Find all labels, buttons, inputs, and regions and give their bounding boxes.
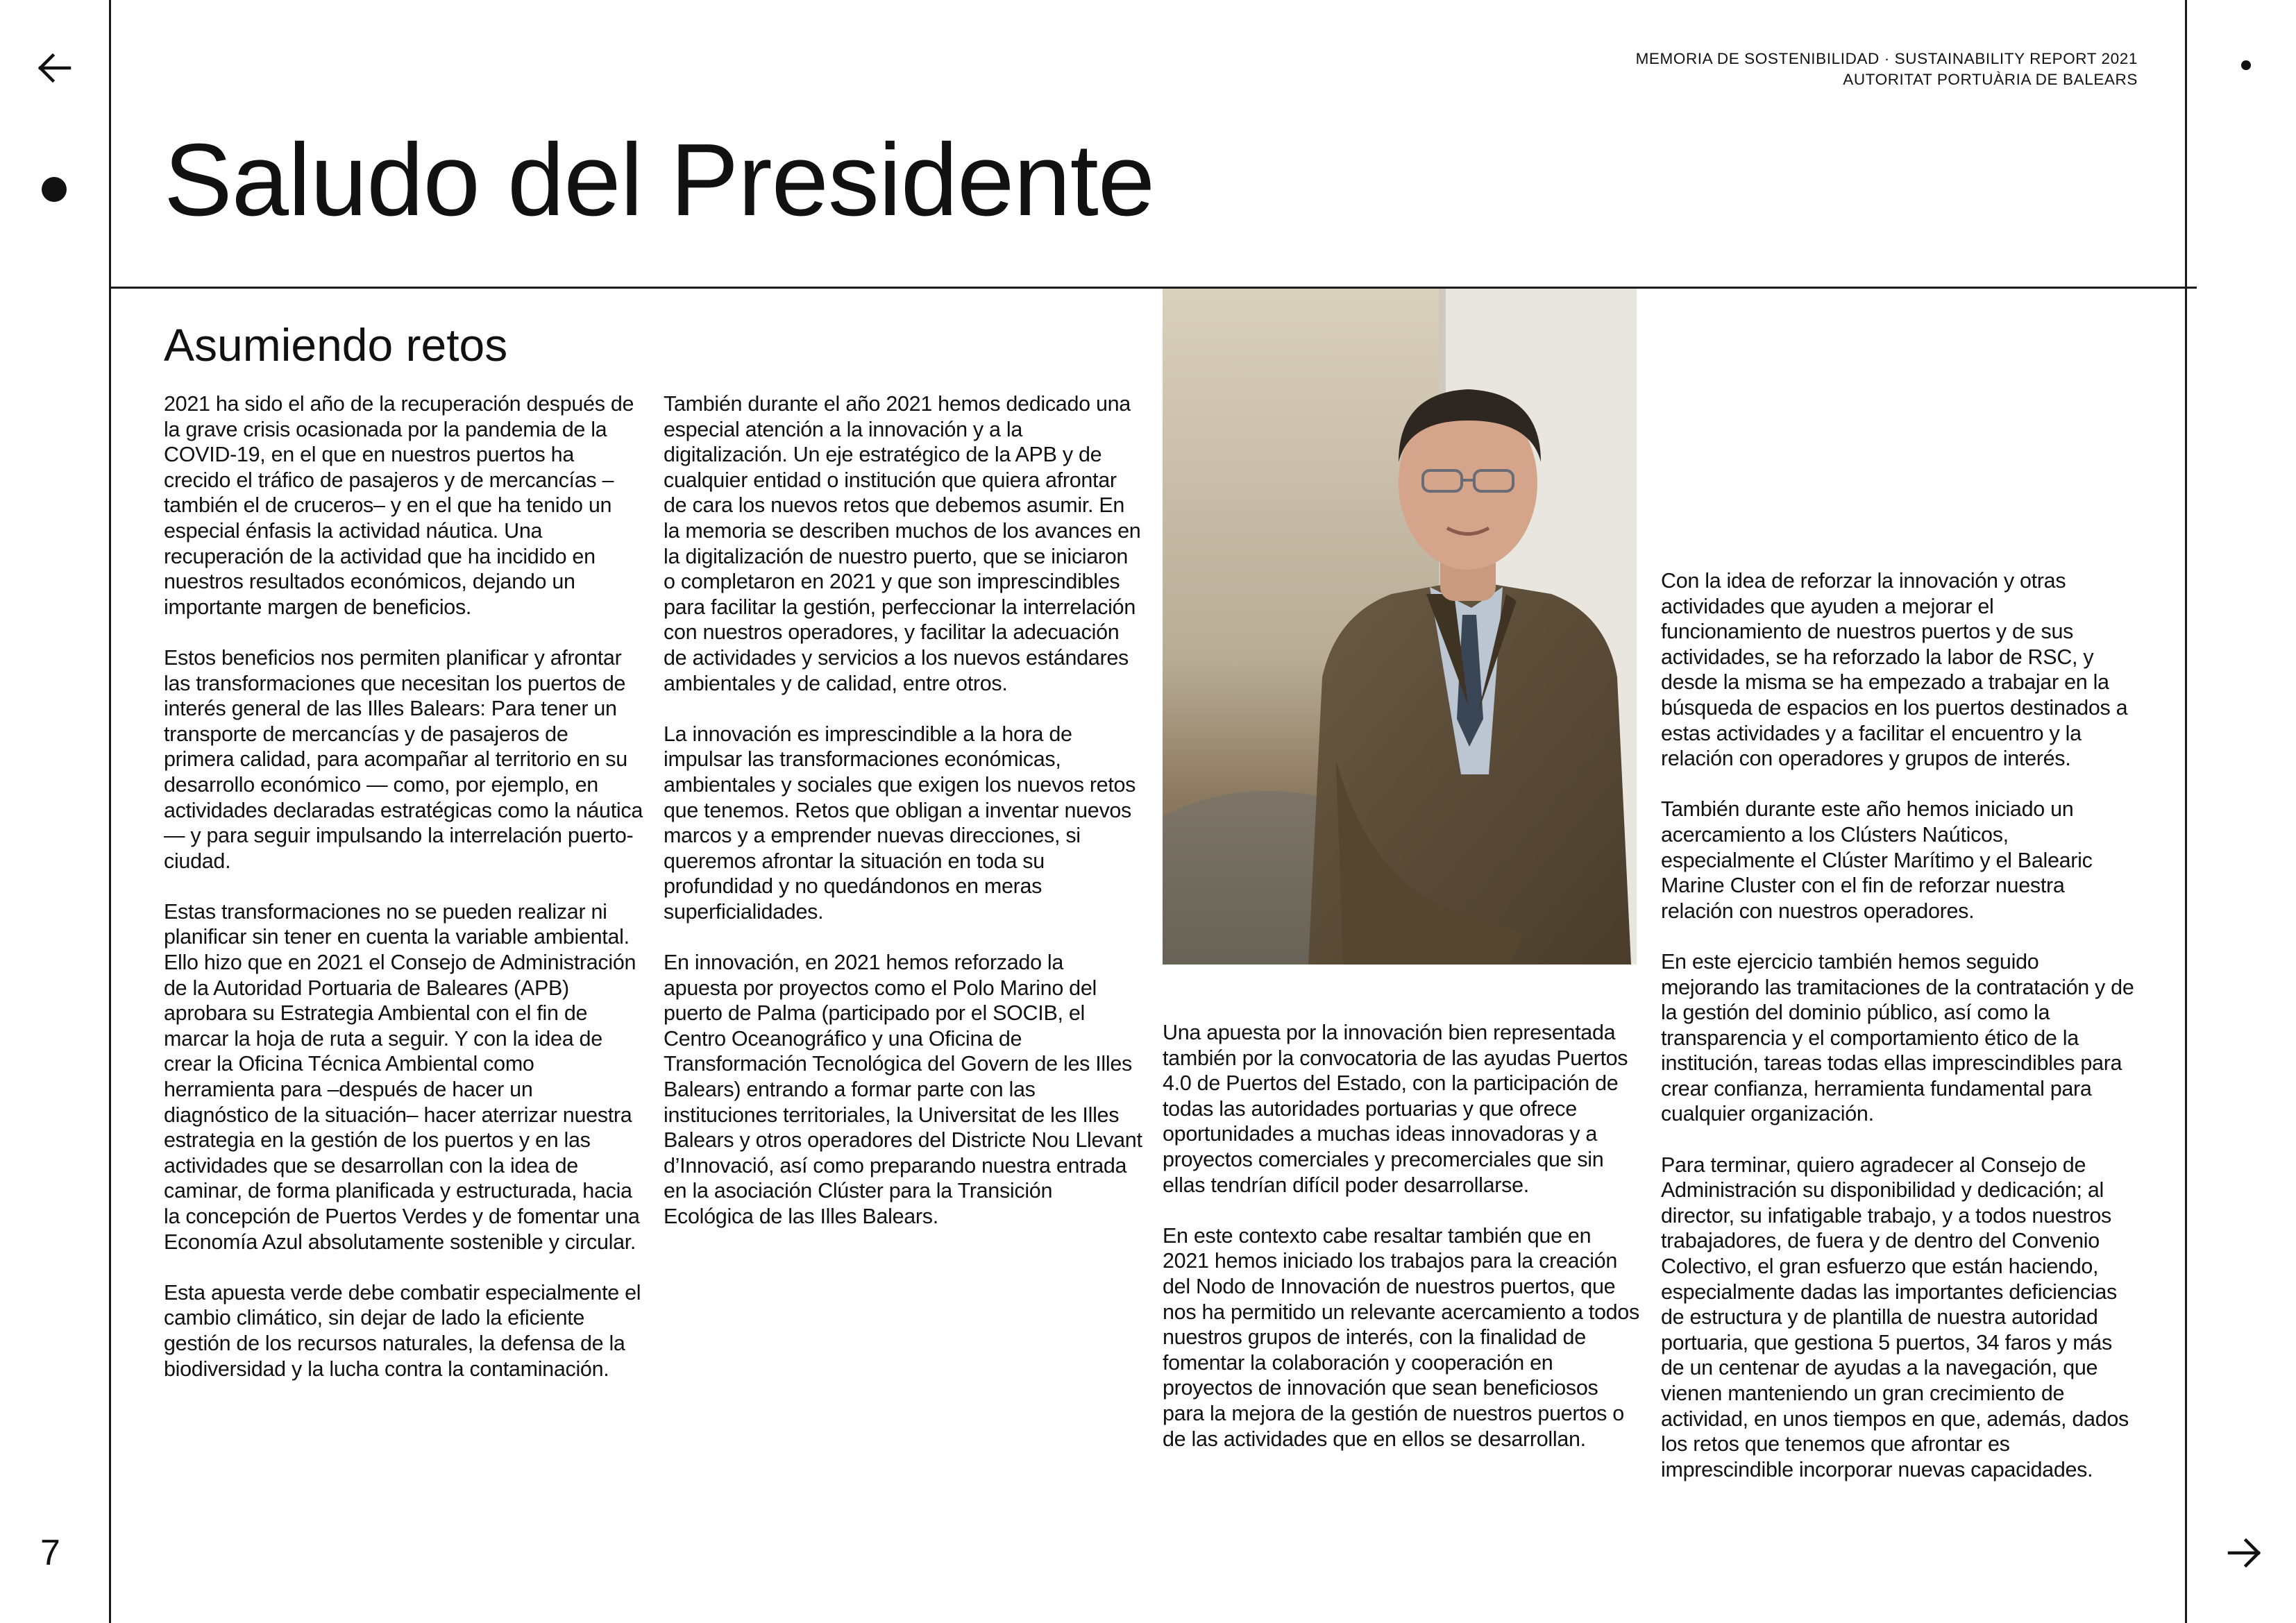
right-frame-line — [2185, 0, 2187, 1623]
small-dot — [2241, 60, 2251, 70]
paragraph: Estas transformaciones no se pueden realizar ni planificar sin tener en cuenta la variable ambiental. Ello hizo que en 2021 el Consejo de Administración de la Autoridad Portuaria de Baleares (APB) aprobara su Estrategia Ambiental con el fin de marcar la hoja de ruta a seguir. Y con la idea de crear la Oficina Técnica Ambiental como herramienta para –después de hacer un diagnóstico de la situación– hacer aterrizar nuestra estrategia en la gestión de los puertos y en las actividades que se desarrollan con la idea de caminar, de forma planificada y estructurada, hacia la concepción de Puertos Verdes y de fomentar una Economía Azul absolutamente sostenible y circular. — [164, 899, 640, 1254]
text-column-3 — [1163, 1020, 1641, 1477]
report-title-line: MEMORIA DE SOSTENIBILIDAD · SUSTAINABILITY REPORT 2021 — [1635, 50, 2138, 67]
paragraph: Para terminar, quiero agradecer al Consejo de Administración su disponibilidad y dedicación; al director, su infatigable trabajo, y a todos nuestros trabajadores, de fuera y de dentro del Convenio Colectivo, el gran esfuerzo que están haciendo, especialmente dadas las importantes deficiencias de estructura y de plantilla de nuestra autoridad portuaria, que gestiona 5 puertos, 34 faros y más de un centenar de ayudas a la navegación, que vienen manteniendo un gran crecimiento de actividad, en unos tiempos en que, además, dados los retos que tenemos que afrontar es imprescindible incorporar nuevas capacidades. — [1661, 1153, 2129, 1481]
page-number: 7 — [40, 1533, 60, 1573]
text-column-2 — [664, 391, 1142, 1255]
title-divider — [109, 287, 2197, 289]
paragraph: En este contexto cabe resaltar también que en 2021 hemos iniciado los trabajos para la creación del Nodo de Innovación de nuestros puertos, que nos ha permitido un relevante acercamiento a todos nuestros grupos de interés, con la finalidad de fomentar la colaboración y cooperación en proyectos de innovación que sean beneficiosos para la mejora de la gestión de nuestros puertos o de las actividades que en ellos se desarrollan. — [1163, 1223, 1639, 1451]
paragraph: Con la idea de reforzar la innovación y otras actividades que ayuden a mejorar el funcionamiento de nuestros puertos y de sus actividades, se ha reforzado la labor de RSC, y desde la misma se ha empezado a trabajar en la búsqueda de espacios en los puertos destinados a estas actividades y a facilitar el encuentro y la relación con operadores y grupos de interés. — [1661, 569, 2128, 771]
paragraph: 2021 ha sido el año de la recuperación después de la grave crisis ocasionada por la pandemia de la COVID-19, en el que en nuestros puertos ha crecido el tráfico de pasajeros y de mercancías –también el de cruceros– y en el que ha tenido un especial énfasis la actividad náutica. Una recuperación de la actividad que ha incidido en nuestros resultados económicos, dejando un importante margen de beneficios. — [164, 392, 634, 619]
president-photo — [1163, 289, 1637, 965]
section-title: Asumiendo retos — [164, 319, 508, 371]
organization-line: AUTORITAT PORTUÀRIA DE BALEARS — [1843, 71, 2138, 88]
paragraph: También durante este año hemos iniciado un acercamiento a los Clústers Naúticos, especialmente el Clúster Marítimo y el Balearic Marine Cluster con el fin de reforzar nuestra relación con nuestros operadores. — [1661, 797, 2093, 923]
paragraph: Una apuesta por la innovación bien representada también por la convocatoria de las ayudas Puertos 4.0 de Puertos del Estado, con la participación de todas las autoridades portuarias y que ofrece oportunidades a muchas ideas innovadoras y a proyectos comerciales y precomerciales que sin ellas tendrían difícil poder desarrollarse. — [1163, 1021, 1628, 1197]
left-frame-line — [109, 0, 111, 1623]
paragraph: En este ejercicio también hemos seguido mejorando las tramitaciones de la contratación y de la gestión del dominio público, así como la transparencia y el comportamiento ético de la institución, tareas todas ellas imprescindibles para crear confianza, herramienta fundamental para cualquier organización. — [1661, 949, 2134, 1126]
paragraph: Estos beneficios nos permiten planificar y afrontar las transformaciones que necesitan los puertos de interés general de las Illes Balears: Para tener un transporte de mercancías y de pasajeros de primera calidad, para acompañar al territorio en su desarrollo económico — como, por ejemplo, en actividades declaradas estratégicas como la náutica— y para seguir impulsando la interrelación puerto-ciudad. — [164, 645, 643, 873]
page-title: Saludo del Presidente — [164, 123, 1155, 237]
arrow-left-icon[interactable] — [36, 50, 72, 86]
paragraph: En innovación, en 2021 hemos reforzado la apuesta por proyectos como el Polo Marino del puerto de Palma (participado por el SOCIB, el Centro Oceanográfico y una Oficina de Transformación Tecnológica del Govern de les Illes Balears) entrando a formar parte con las instituciones territoriales, la Universitat de les Illes Balears y otros operadores del Districte Nou Llevant d’Innovació, así como preparando nuestra entrada en la asociación Clúster para la Transición Ecológica de las Illes Balears. — [664, 951, 1142, 1228]
report-header — [1636, 49, 2138, 90]
paragraph: También durante el año 2021 hemos dedicado una especial atención a la innovación y a la digitalización. Un eje estratégico de la APB y de cualquier entidad o institución que quiera afrontar de cara los nuevos retos que debemos asumir. En la memoria se describen muchos de los avances en la digitalización de nuestro puerto, que se iniciaron o completaron en 2021 y que son imprescindibles para facilitar la gestión, perfeccionar la interrelación con nuestros operadores, y facilitar la adecuación de actividades y servicios a los nuevos estándares ambientales y de calidad, entre otros. — [664, 392, 1141, 695]
text-column-1 — [164, 391, 643, 1407]
text-column-4 — [1661, 568, 2140, 1508]
paragraph: Esta apuesta verde debe combatir especialmente el cambio climático, sin dejar de lado la eficiente gestión de los recursos naturales, la defensa de la biodiversidad y la lucha contra la contaminación. — [164, 1280, 641, 1381]
page-indicator-dot — [42, 177, 67, 202]
arrow-right-icon[interactable] — [2227, 1535, 2263, 1571]
paragraph: La innovación es imprescindible a la hora de impulsar las transformaciones económicas, ambientales y sociales que exigen los nuevos retos que tenemos. Retos que obligan a inventar nuevos marcos y a emprender nuevas direcciones, si queremos afrontar la situación en toda su profundidad y no quedándonos en meras superficialidades. — [664, 722, 1136, 924]
